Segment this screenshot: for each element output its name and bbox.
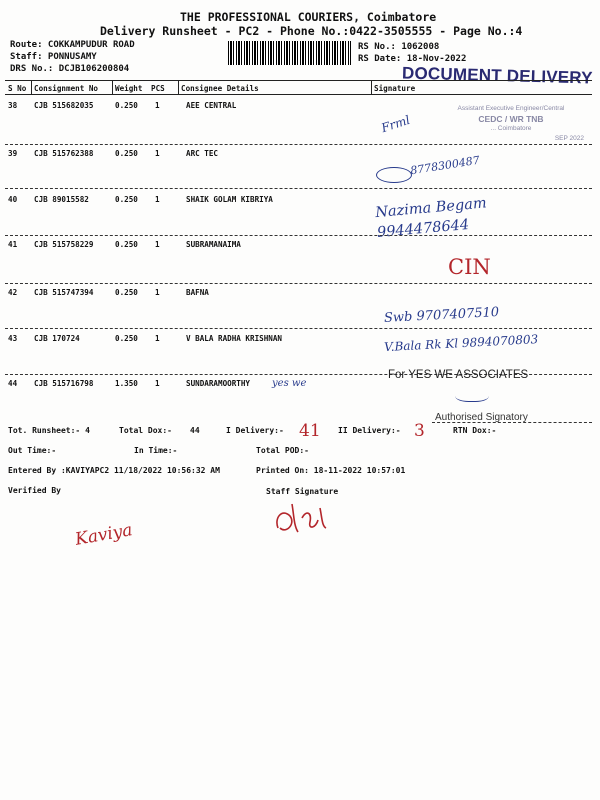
row-consignee: BAFNA [186,288,209,297]
row-weight: 0.250 [115,101,138,110]
row-pcs: 1 [155,379,160,388]
row-sno: 44 [8,379,18,388]
row-divider [5,328,592,329]
drs-number: DRS No.: DCJB106200804 [10,64,130,74]
seal-line: SEP 2022 [554,135,584,142]
row-signature: 8778300487 [409,153,481,178]
stamp-signature-scribble [455,387,489,402]
row-divider [5,144,592,145]
total-dox-value: 44 [190,426,200,435]
row-handwriting: yes we [272,378,307,389]
row-sno: 38 [8,101,18,110]
row-consignee: V BALA RADHA KRISHNAN [186,334,283,343]
total-dox-label: Total Dox:- [119,426,172,435]
row-weight: 0.250 [115,240,138,249]
row-sno: 41 [8,240,18,249]
col-divider [178,80,179,94]
seal-line: CEDC / WR TNB [478,114,544,124]
staff: Staff: PONNUSAMY [10,52,97,62]
rs-date: RS Date: 18-Nov-2022 [358,54,467,64]
verified-signature: Kaviya [73,520,134,550]
row-consignment: CJB 89015582 [34,195,89,204]
row-consignee: SUBRAMANAIMA [186,240,241,249]
out-time-label: Out Time:- [8,446,57,455]
seal-line: Assistant Executive Engineer/Central [457,105,565,112]
col-divider [112,80,113,94]
row-weight: 0.250 [115,149,138,158]
document-delivery-stamp: DOCUMENT DELIVERY [401,63,593,88]
row-divider [5,188,592,189]
row-weight: 0.250 [115,195,138,204]
col-signature: Signature [374,84,416,93]
table-top-rule [5,80,592,81]
col-sno: S No [8,84,27,93]
seal-line: ... Coimbatore [490,125,532,132]
row-consignment: CJB 515758229 [34,240,94,249]
row-weight: 0.250 [115,334,138,343]
in-time-label: In Time:- [134,446,178,455]
organization-seal [432,104,590,144]
signature-scribble [376,167,412,183]
verified-by-label: Verified By [8,486,61,495]
row-consignee: AEE CENTRAL [186,101,237,110]
col-pcs: PCS [151,84,165,93]
ii-delivery-value: 3 [414,421,425,441]
row-consignee: SHAIK GOLAM KIBRIYA [186,195,273,204]
col-weight: Weight [115,84,143,93]
total-runsheet: Tot. Runsheet:- 4 [8,426,90,435]
row-consignment: CJB 515682035 [34,101,94,110]
runsheet-title: Delivery Runsheet - PC2 - Phone No.:0422-3505555 - Page No.:4 [100,24,523,38]
row-consignment: CJB 515747394 [34,288,94,297]
rtn-dox-label: RTN Dox:- [453,426,497,435]
row-consignee: ARC TEC [186,149,219,158]
row-pcs: 1 [155,240,160,249]
printed-on: Printed On: 18-11-2022 10:57:01 [256,466,406,475]
total-pod-label: Total POD:- [256,446,309,455]
barcode [228,41,351,65]
entered-by: Entered By :KAVIYAPC2 11/18/2022 10:56:32 AM [8,466,220,475]
i-delivery-value: 41 [299,421,321,441]
authorised-signatory: Authorised Signatory [435,412,528,423]
route: Route: COKKAMPUDUR ROAD [10,40,135,50]
row-consignment: CJB 515762388 [34,149,94,158]
rs-number: RS No.: 1062008 [358,42,440,52]
row-divider [5,235,592,236]
col-consignee: Consignee Details [181,84,259,93]
row-consignment: CJB 515716798 [34,379,94,388]
row-sno: 39 [8,149,18,158]
col-divider [371,80,372,94]
row-divider [432,422,592,423]
company-title: THE PROFESSIONAL COURIERS, Coimbatore [180,10,437,24]
col-divider [31,80,32,94]
staff-signature-scribble [272,498,332,540]
i-delivery-label: I Delivery:- [226,426,284,435]
row-pcs: 1 [155,334,160,343]
company-stamp: For YES WE ASSOCIATES [388,369,529,381]
row-consignment: CJB 170724 [34,334,80,343]
col-consignment: Consignment No [34,84,99,93]
row-signature: Swb 9707407510 [383,304,500,327]
row-consignee: SUNDARAMOORTHY [186,379,251,388]
row-pcs: 1 [155,195,160,204]
row-pcs: 1 [155,288,160,297]
row-pcs: 1 [155,101,160,110]
row-sno: 42 [8,288,18,297]
staff-signature-label: Staff Signature [266,487,339,496]
row-weight: 1.350 [115,379,138,388]
row-signature: CIN [448,255,491,279]
row-pcs: 1 [155,149,160,158]
row-sno: 43 [8,334,18,343]
row-weight: 0.250 [115,288,138,297]
row-divider [5,283,592,284]
row-signature: Nazima Begam 9944478644 [374,195,488,241]
ii-delivery-label: II Delivery:- [338,426,401,435]
row-sno: 40 [8,195,18,204]
row-signature: Frml [379,112,412,136]
row-signature: V.Bala Rk Kl 9894070803 [383,332,539,355]
table-header-rule [5,94,592,95]
